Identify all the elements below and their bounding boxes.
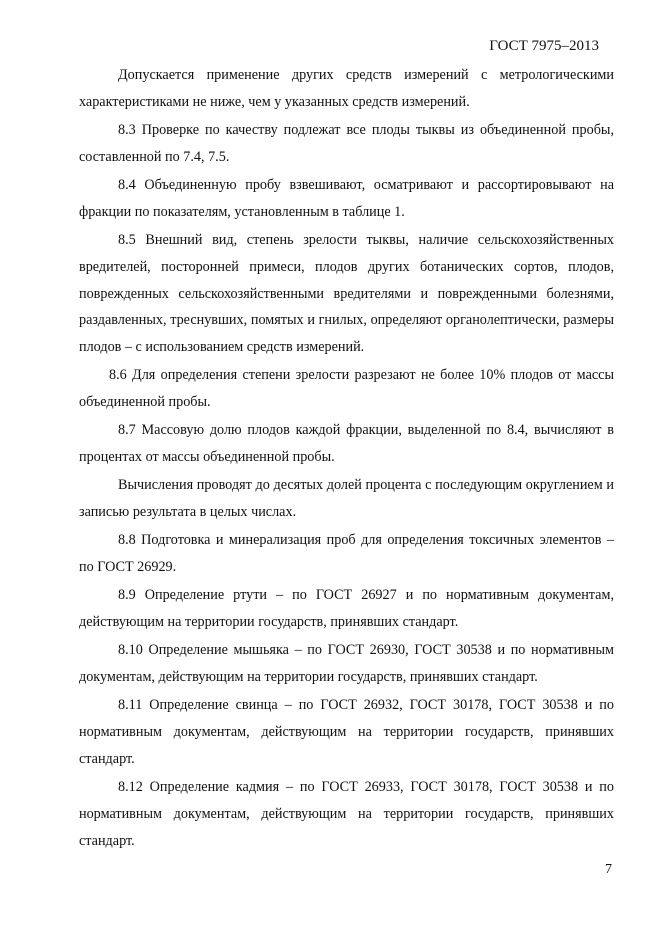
page-number: 7 — [605, 862, 612, 877]
paragraph-8-9: 8.9 Определение ртути – по ГОСТ 26927 и по нормативным документам, действующим на территории государств, принявших стандарт. — [79, 587, 614, 631]
paragraph-8-3: 8.3 Проверке по качеству подлежат все плоды тыквы из объединенной пробы, составленной по 7.4, 7.5. — [79, 121, 614, 165]
paragraph-measuring-instruments: Допускается применение других средств измерений с метрологическими характеристиками не ниже, чем у указанных средств измерений. — [79, 67, 614, 110]
paragraph-8-10: 8.10 Определение мышьяка – по ГОСТ 26930, ГОСТ 30538 и по нормативным документам, действующим на территории государств, принявших стандарт. — [79, 642, 614, 686]
paragraph-8-6: 8.6 Для определения степени зрелости разрезают не более 10% плодов от массы объединенной пробы. — [79, 367, 614, 411]
paragraph-calculation: Вычисления проводят до десятых долей процента с последующим округлением и записью результата в целых числах. — [79, 477, 614, 521]
paragraph-8-11: 8.11 Определение свинца – по ГОСТ 26932, ГОСТ 30178, ГОСТ 30538 и по нормативным документам, действующим на территории государств, принявших стандарт. — [79, 697, 614, 767]
paragraph-8-4: 8.4 Объединенную пробу взвешивают, осматривают и рассортировывают на фракции по показателям, установленным в таблице 1. — [79, 176, 614, 220]
document-code-header: ГОСТ 7975–2013 — [489, 38, 599, 54]
paragraph-8-7: 8.7 Массовую долю плодов каждой фракции, выделенной по 8.4, вычисляют в процентах от массы объединенной пробы. — [79, 422, 614, 466]
document-body — [79, 62, 614, 856]
paragraph-8-8: 8.8 Подготовка и минерализация проб для определения токсичных элементов – по ГОСТ 26929. — [79, 532, 614, 576]
paragraph-8-5: 8.5 Внешний вид, степень зрелости тыквы, наличие сельскохозяйственных вредителей, посторонней примеси, плодов других ботанических сортов, плодов, поврежденных сельскохозяйственными вредителями и поврежденными болезнями, раздавленных, треснувших, помятых и гнилых, определяют органолептически, размеры плодов – с использованием средств измерений. — [79, 231, 614, 356]
paragraph-8-12: 8.12 Определение кадмия – по ГОСТ 26933, ГОСТ 30178, ГОСТ 30538 и по нормативным документам, действующим на территории государств, принявших стандарт. — [79, 779, 614, 849]
